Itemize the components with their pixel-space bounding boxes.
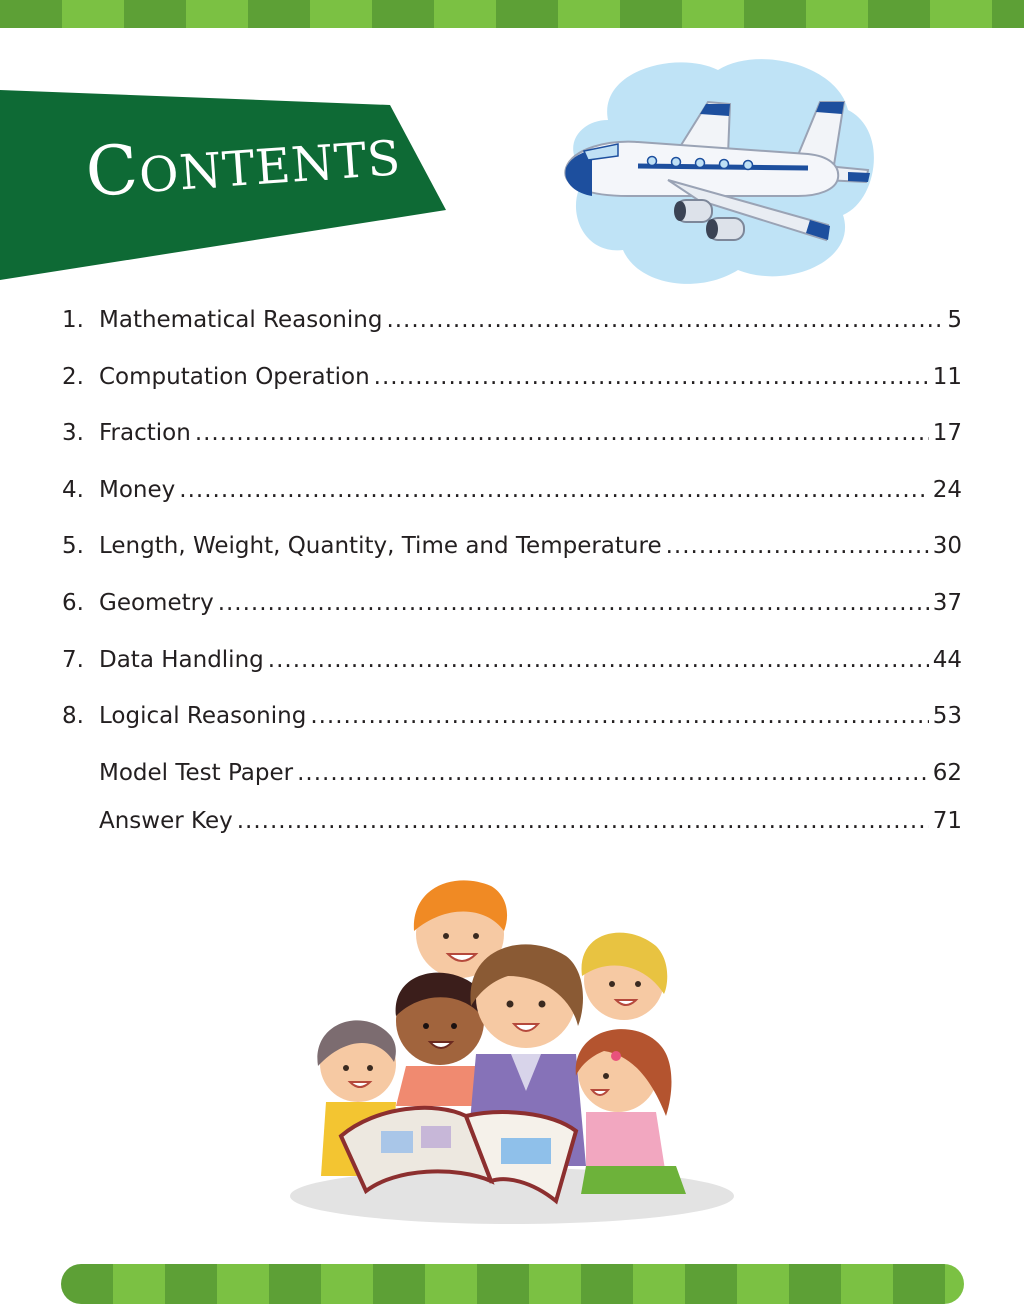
toc-item-mathematical-reasoning[interactable]	[62, 302, 962, 359]
toc-dot-leader	[268, 642, 929, 678]
toc-item-title: Length, Weight, Quantity, Time and Temperature	[99, 533, 662, 560]
toc-dot-leader	[386, 302, 943, 338]
toc-item-page: 30	[932, 533, 962, 560]
toc-item-answer-key[interactable]	[62, 803, 962, 851]
toc-item-title: Logical Reasoning	[99, 703, 307, 730]
toc-item-title: Mathematical Reasoning	[99, 307, 383, 333]
toc-item-fraction[interactable]	[62, 415, 962, 472]
toc-item-computation-operation[interactable]	[62, 359, 962, 416]
toc-item-number: 4.	[62, 476, 84, 503]
toc-item-page: 44	[932, 646, 962, 673]
toc-item-title: Fraction	[99, 420, 191, 447]
airplane-illustration	[548, 50, 878, 286]
toc-item-page: 11	[932, 363, 962, 390]
toc-item-number: 7.	[62, 646, 84, 673]
toc-item-page: 71	[932, 807, 962, 834]
toc-item-title: Data Handling	[99, 646, 264, 673]
toc-item-model-test-paper[interactable]	[62, 755, 962, 803]
toc-item-number: 3.	[62, 420, 84, 447]
toc-dot-leader	[195, 415, 929, 451]
toc-item-data-handling[interactable]	[62, 642, 962, 699]
toc-dot-leader	[666, 528, 929, 564]
toc-item-logical-reasoning[interactable]	[62, 698, 962, 755]
toc-dot-leader	[179, 472, 928, 508]
toc-item-length-weight[interactable]	[62, 528, 962, 585]
toc-item-number: 8.	[62, 703, 84, 730]
table-of-contents	[62, 302, 962, 851]
toc-item-page: 62	[932, 759, 962, 786]
toc-item-title: Money	[99, 476, 176, 503]
toc-item-page: 17	[932, 420, 962, 447]
toc-item-title: Geometry	[99, 589, 214, 616]
bottom-decorative-stripe	[61, 1264, 964, 1304]
top-decorative-stripe	[0, 0, 1024, 28]
toc-item-page: 24	[932, 476, 962, 503]
toc-item-title: Computation Operation	[99, 363, 370, 390]
toc-item-number: 1.	[62, 307, 84, 333]
toc-item-title: Answer Key	[99, 807, 233, 834]
toc-item-number: 6.	[62, 589, 84, 616]
toc-item-number: 5.	[62, 533, 84, 560]
toc-dot-leader	[310, 698, 928, 734]
toc-dot-leader	[297, 755, 929, 791]
toc-item-page: 53	[932, 703, 962, 730]
children-reading-book-illustration	[286, 876, 738, 1226]
toc-item-money[interactable]	[62, 472, 962, 529]
toc-dot-leader	[237, 803, 929, 839]
page-title: Contents	[83, 112, 404, 213]
toc-item-title: Model Test Paper	[99, 759, 294, 786]
toc-item-number: 2.	[62, 363, 84, 390]
toc-dot-leader	[218, 585, 929, 621]
toc-item-geometry[interactable]	[62, 585, 962, 642]
toc-dot-leader	[374, 359, 929, 395]
toc-item-page: 37	[932, 589, 962, 616]
toc-item-page: 5	[947, 307, 962, 333]
